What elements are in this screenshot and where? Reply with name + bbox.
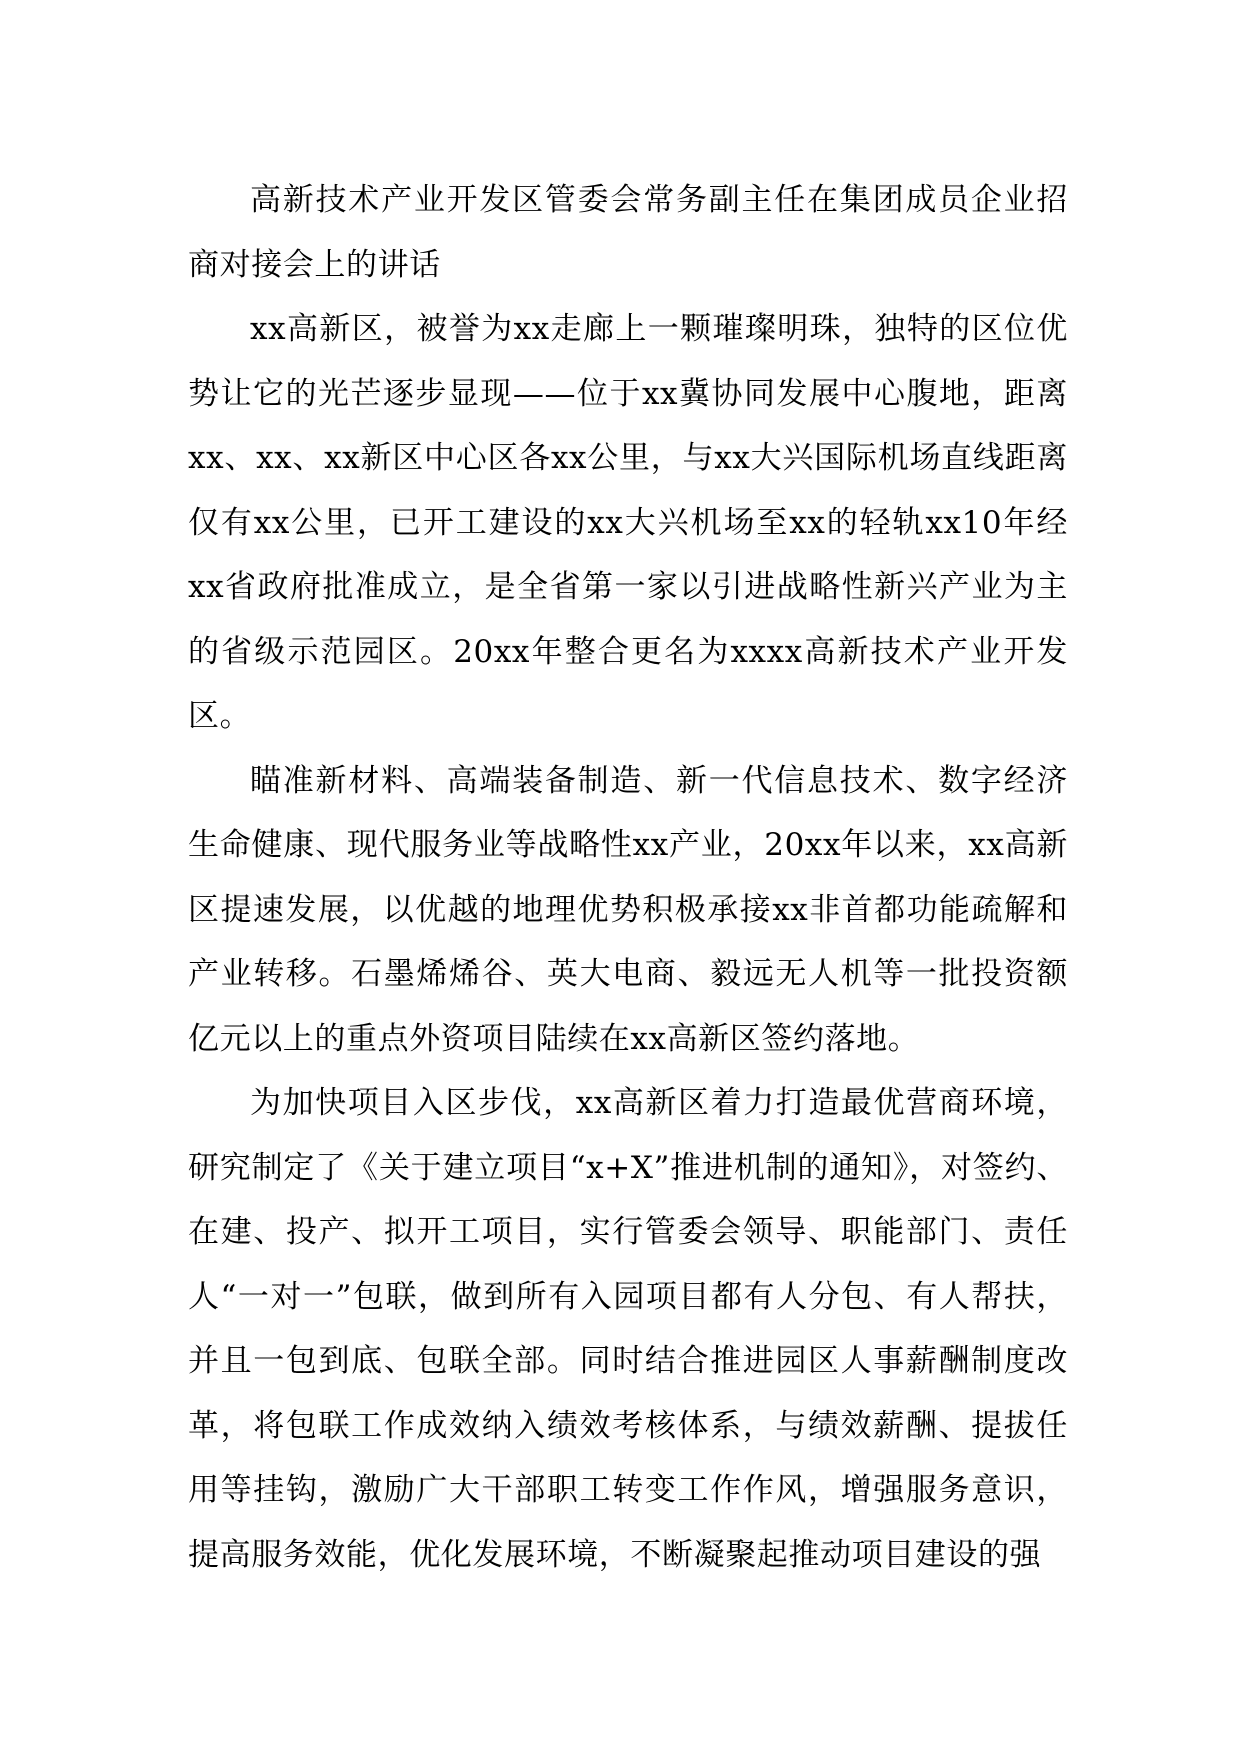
paragraph-industries: 瞄准新材料、高端装备制造、新一代信息技术、数字经济生命健康、现代服务业等战略性xx产业，20xx年以来，xx高新区提速发展，以优越的地理优势积极承接xx非首都功能疏解和产业转移。石墨烯烯谷、英大电商、毅远无人机等一批投资额亿元以上的重点外资项目陆续在xx高新区签约落地。 — [188, 762, 1068, 1057]
document-body — [188, 168, 1068, 1587]
paragraph-location: xx高新区，被誉为xx走廊上一颗璀璨明珠，独特的区位优势让它的光芒逐步显现——位于xx冀协同发展中心腹地，距离xx、xx、xx新区中心区各xx公里，与xx大兴国际机场直线距离仅有xx公里，已开工建设的xx大兴机场至xx的轻轨xx10年经xx省政府批准成立，是全省第一家以引进战略性新兴产业为主的省级示范园区。20xx年整合更名为xxxx高新技术产业开发区。 — [188, 311, 1068, 734]
paragraph-business-environment: 为加快项目入区步伐，xx高新区着力打造最优营商环境，研究制定了《关于建立项目“x+X”推进机制的通知》，对签约、在建、投产、拟开工项目，实行管委会领导、职能部门、责任人“一对一”包联，做到所有入园项目都有人分包、有人帮扶，并且一包到底、包联全部。同时结合推进园区人事薪酬制度改革，将包联工作成效纳入绩效考核体系，与绩效薪酬、提拔任用等挂钩，激励广大干部职工转变工作作风，增强服务意识，提高服务效能，优化发展环境，不断凝聚起推动项目建设的强 — [188, 1085, 1068, 1573]
document-title: 高新技术产业开发区管委会常务副主任在集团成员企业招商对接会上的讲话 — [188, 182, 1068, 283]
